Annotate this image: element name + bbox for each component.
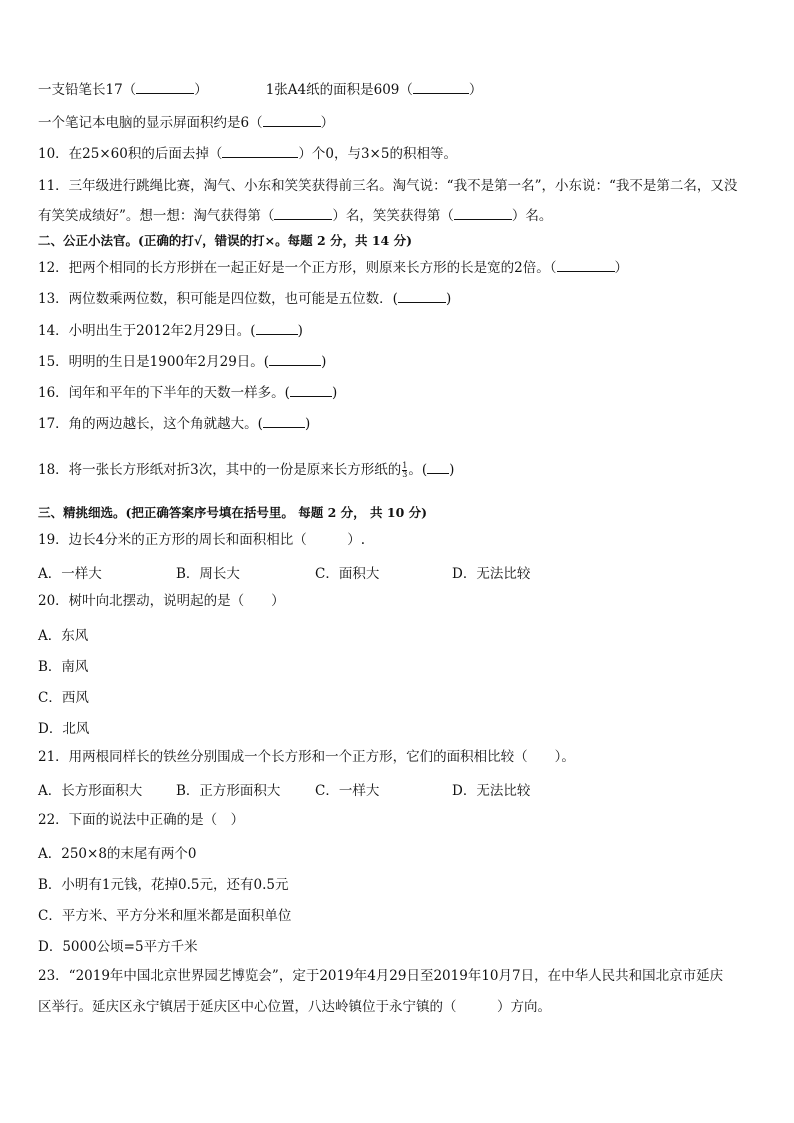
option-21-a[interactable]: A．长方形面积大 <box>38 783 143 799</box>
option-19-b[interactable]: B．周长大 <box>176 566 240 582</box>
answer-blank[interactable] <box>454 207 512 220</box>
question-11-line-2: 有笑笑成绩好”。想一想：淘气获得第（ ）名，笑笑获得第（ ）名。 <box>38 208 553 224</box>
option-21-d[interactable]: D．无法比较 <box>452 783 531 799</box>
fill-line-1: 一支铅笔长17（ ） 1张A4纸的面积是609（ ） <box>38 82 483 98</box>
question-10: 10．在25×60积的后面去掉（ ）个0，与3×5的积相等。 <box>38 146 457 162</box>
answer-blank[interactable] <box>222 145 298 158</box>
question-19-stem: 19．边长4分米的正方形的周长和面积相比（ ）. <box>38 532 366 548</box>
answer-blank[interactable] <box>136 81 194 94</box>
option-20-d[interactable]: D．北风 <box>38 721 90 737</box>
answer-blank[interactable] <box>557 259 615 272</box>
question-14: 14．小明出生于2012年2月29日。( ) <box>38 323 303 339</box>
question-13: 13．两位数乘两位数，积可能是四位数，也可能是五位数．( ) <box>38 291 452 307</box>
option-22-a[interactable]: A．250×8的末尾有两个0 <box>38 846 197 862</box>
question-17: 17．角的两边越长，这个角就越大。( ) <box>38 416 311 432</box>
question-16: 16．闰年和平年的下半年的天数一样多。( ) <box>38 385 338 401</box>
question-23-line-2: 区举行。延庆区永宁镇居于延庆区中心位置，八达岭镇位于永宁镇的（ ）方向。 <box>38 999 551 1015</box>
question-23-line-1: 23．“2019年中国北京世界园艺博览会”，定于2019年4月29日至2019年10月7日，在中华人民共和国北京市延庆 <box>38 968 724 984</box>
laptop-screen-text: 一个笔记本电脑的显示屏面积约是6（ <box>38 115 263 131</box>
answer-blank[interactable] <box>398 290 446 303</box>
question-12: 12．把两个相同的长方形拼在一起正好是一个正方形，则原来长方形的长是宽的2倍。（ ） <box>38 260 629 276</box>
option-22-c[interactable]: C．平方米、平方分米和厘米都是面积单位 <box>38 908 292 924</box>
option-20-c[interactable]: C．西风 <box>38 690 89 706</box>
answer-blank[interactable] <box>256 322 298 335</box>
answer-blank[interactable] <box>427 461 449 474</box>
answer-blank[interactable] <box>274 207 332 220</box>
option-21-c[interactable]: C．一样大 <box>315 783 380 799</box>
option-22-b[interactable]: B．小明有1元钱，花掉0.5元，还有0.5元 <box>38 877 289 893</box>
section-2-title: 二、公正小法官。(正确的打√，错误的打×。每题 2 分，共 14 分) <box>38 233 413 248</box>
question-18: 18．将一张长方形纸对折3次，其中的一份是原来长方形纸的 $\frac{1}{3}$ 。( ) <box>38 461 455 479</box>
option-19-d[interactable]: D．无法比较 <box>452 566 531 582</box>
option-22-d[interactable]: D．5000公顷=5平方千米 <box>38 939 198 955</box>
option-19-a[interactable]: A．一样大 <box>38 566 102 582</box>
fill-line-2: 一个笔记本电脑的显示屏面积约是6（ ） <box>38 115 335 131</box>
question-21-stem: 21．用两根同样长的铁丝分别围成一个长方形和一个正方形，它们的面积相比较（ ）。 <box>38 749 575 765</box>
question-22-stem: 22．下面的说法中正确的是（ ） <box>38 812 245 828</box>
answer-blank[interactable] <box>263 114 321 127</box>
option-20-a[interactable]: A．东风 <box>38 628 89 644</box>
answer-blank[interactable] <box>263 415 305 428</box>
option-21-b[interactable]: B．正方形面积大 <box>176 783 281 799</box>
option-20-b[interactable]: B．南风 <box>38 659 89 675</box>
question-11-line-1: 11．三年级进行跳绳比赛，淘气、小东和笑笑获得前三名。淘气说：“我不是第一名”，小东说：“我不是第二名，又没 <box>38 178 738 194</box>
answer-blank[interactable] <box>290 384 332 397</box>
question-20-stem: 20．树叶向北摆动，说明起的是（ ） <box>38 593 285 609</box>
answer-blank[interactable] <box>413 81 469 94</box>
a4-area-text: 1张A4纸的面积是609（ <box>265 82 413 98</box>
option-19-c[interactable]: C．面积大 <box>315 566 380 582</box>
fraction: $\frac{1}{3}$ <box>402 461 408 479</box>
answer-blank[interactable] <box>269 353 321 366</box>
section-3-title: 三、精挑细选。(把正确答案序号填在括号里。 每题 2 分， 共 10 分) <box>38 505 428 520</box>
pencil-length-text: 一支铅笔长17（ <box>38 82 137 98</box>
question-15: 15．明明的生日是1900年2月29日。( ) <box>38 354 327 370</box>
